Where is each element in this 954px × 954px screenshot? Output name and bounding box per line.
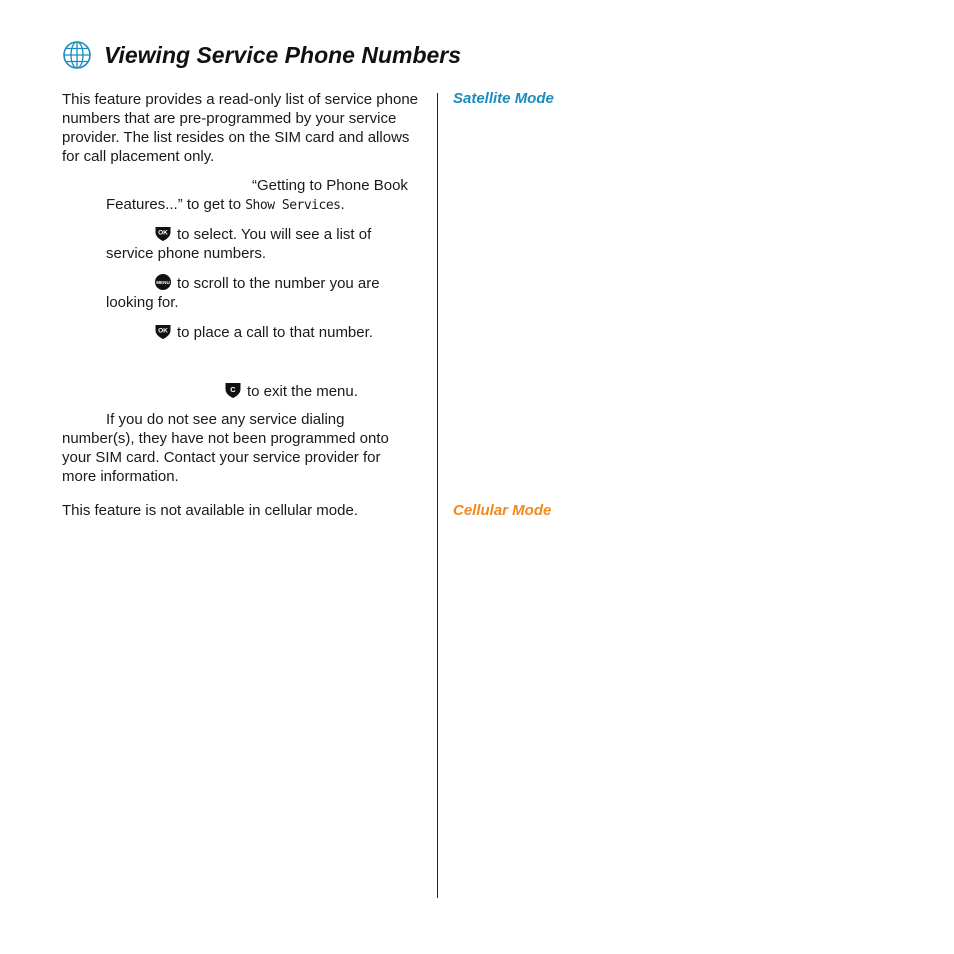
show-services-label: Show Services: [245, 198, 341, 213]
step-1-line-1: “Getting to Phone Book: [252, 177, 408, 194]
svg-text:C: C: [230, 385, 236, 394]
step-2: OK to select. You will see a list of service phone numbers.: [106, 226, 372, 262]
note-paragraph: If you do not see any service dialing number(s), they have not been programmed onto your SIM card. Contact your service provider for more information.: [62, 411, 389, 485]
intro-paragraph: This feature provides a read-only list of service phone numbers that are pre-programmed by your service provider. The list resides on the SIM card and allows for call placement only.: [62, 91, 419, 165]
satellite-mode-heading: Satellite Mode: [453, 90, 554, 107]
ok-key-icon: [154, 224, 172, 242]
c-key-icon: [224, 381, 242, 399]
step-3: MENU to scroll to the number you are looking for.: [106, 275, 380, 311]
globe-icon: [62, 40, 92, 70]
page-header: [62, 38, 461, 72]
column-divider: [437, 93, 438, 898]
svg-text:OK: OK: [158, 229, 168, 237]
menu-key-icon: [154, 273, 172, 291]
svg-text:OK: OK: [158, 327, 168, 335]
svg-text:MENU: MENU: [156, 280, 170, 285]
step-4: OK to place a call to that number.: [106, 322, 418, 342]
ok-key-icon: [154, 322, 172, 340]
cellular-mode-heading: Cellular Mode: [453, 502, 552, 519]
step-1-line-2: Features...” to get to Show Services.: [106, 196, 345, 213]
page-title: Viewing Service Phone Numbers: [104, 41, 462, 68]
cellular-note: This feature is not available in cellular mode.: [62, 502, 358, 519]
step-5: C to exit the menu.: [106, 381, 418, 401]
